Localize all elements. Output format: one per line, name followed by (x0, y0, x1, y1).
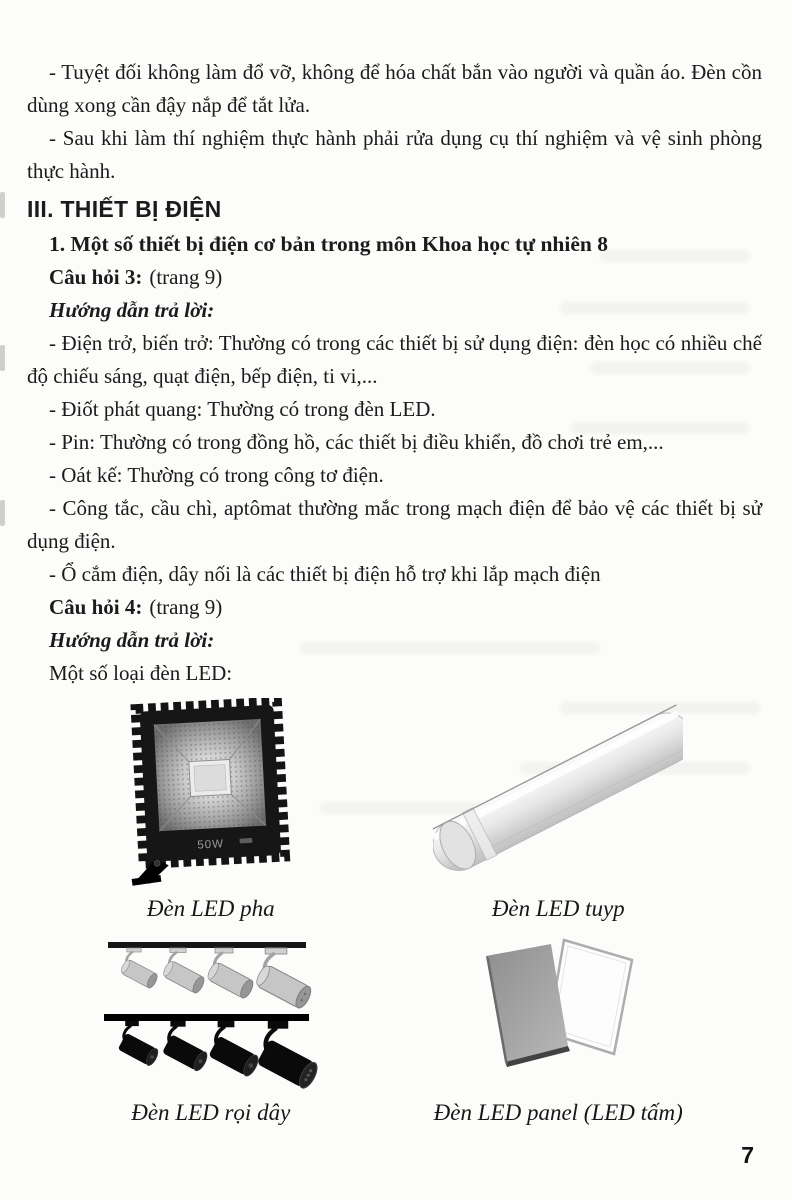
question-4-heading (27, 591, 762, 624)
answer-item: - Điốt phát quang: Thường có trong đèn LED. (49, 397, 436, 421)
question-4-label: Câu hỏi 4: (49, 595, 143, 619)
black-spotlight (118, 1021, 321, 1091)
section-heading: III. THIẾT BỊ ĐIỆN (27, 196, 222, 222)
page-number: 7 (741, 1142, 754, 1168)
led-list-intro: Một số loại đèn LED: (49, 661, 233, 685)
figure-led-floodlight (128, 698, 293, 922)
led-tube-image (433, 698, 683, 888)
figure-led-tube (433, 698, 683, 922)
led-panel-image (456, 930, 661, 1092)
figure-row-2 (27, 930, 762, 1126)
answer-item: - Ổ cắm điện, dây nối là các thiết bị điện hỗ trợ khi lắp mạch điện (49, 562, 601, 586)
figure-row-1 (27, 698, 762, 922)
answer-item: - Điện trở, biến trở: Thường có trong các thiết bị sử dụng điện: đèn học có nhiều chế độ chiếu sáng, quạt điện, bếp điện, ti vi,... (27, 331, 762, 388)
answer-item: - Pin: Thường có trong đồng hồ, các thiết bị điều khiển, đồ chơi trẻ em,... (49, 430, 664, 454)
figure-caption: Đèn LED tuyp (491, 896, 625, 921)
safety-paragraph: - Tuyệt đối không làm đổ vỡ, không để hóa chất bắn vào người và quần áo. Đèn cồn dùng xong cần đậy nắp để tắt lửa. (27, 60, 762, 117)
safety-paragraph: - Sau khi làm thí nghiệm thực hành phải rửa dụng cụ thí nghiệm và vệ sinh phòng thực hành. (27, 126, 762, 183)
led-floodlight-image (128, 698, 293, 888)
figure-led-panel (434, 930, 683, 1126)
figure-cell (375, 930, 743, 1126)
figure-caption: Đèn LED panel (LED tấm) (433, 1100, 683, 1125)
section-subheading: 1. Một số thiết bị điện cơ bản trong môn Khoa học tự nhiên 8 (49, 232, 608, 256)
wattage-label: 50W (197, 837, 225, 852)
figure-cell (375, 698, 743, 922)
answer-item: - Công tắc, cầu chì, aptômat thường mắc trong mạch điện để bảo vệ các thiết bị sử dụng điện. (27, 496, 762, 553)
gray-spotlight (119, 948, 314, 1010)
figure-caption: Đèn LED pha (146, 896, 275, 921)
figure-caption: Đèn LED rọi dây (131, 1100, 291, 1125)
question-3-page-ref: (trang 9) (149, 265, 223, 289)
figure-cell (27, 930, 395, 1126)
question-3-label: Câu hỏi 3: (49, 265, 143, 289)
question-4-page-ref: (trang 9) (149, 595, 223, 619)
led-track-lights-image (98, 930, 323, 1092)
question-3-heading (27, 261, 762, 294)
figure-cell (27, 698, 395, 922)
answer-guide-label: Hướng dẫn trả lời: (49, 298, 215, 322)
answer-guide-label: Hướng dẫn trả lời: (49, 628, 215, 652)
figure-led-track (98, 930, 323, 1126)
answer-item: - Oát kế: Thường có trong công tơ điện. (49, 463, 384, 487)
